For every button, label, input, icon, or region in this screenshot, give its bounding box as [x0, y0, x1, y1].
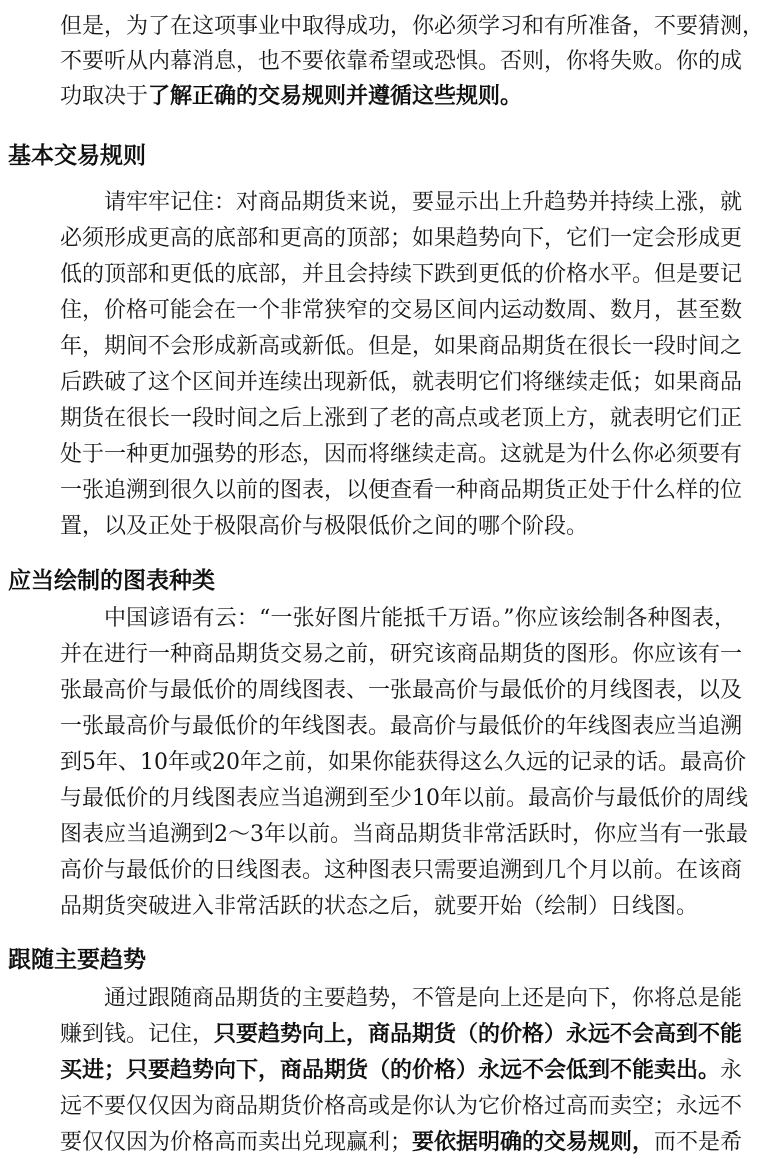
paragraph-line: 后跌破了这个区间并连续出现新低，就表明它们将继续走低；如果商品: [60, 370, 743, 395]
section-heading-basic-rules: 基本交易规则: [8, 143, 146, 169]
paragraph-line: 期货在很长一段时间之后上涨到了老的高点或老顶上方，就表明它们正: [60, 406, 743, 431]
paragraph-line: 一张追溯到很久以前的图表，以便查看一种商品期货正处于什么样的位: [60, 478, 743, 503]
paragraph-line: 通过跟随商品期货的主要趋势，不管是向上还是向下，你将总是能: [104, 986, 743, 1011]
paragraph-line: [60, 1018, 743, 1051]
paragraph-text: 要仅仅因为价格高而卖出兑现赢利；: [60, 1130, 413, 1155]
paragraph-text: 赚到钱。记住，: [60, 1022, 215, 1047]
intro-line-3-text: 功取决于: [60, 84, 149, 109]
paragraph-line: 品期货突破进入非常活跃的状态之后，就要开始（绘制）日线图。: [60, 894, 699, 919]
paragraph-line: 一张最高价与最低价的年线图表。最高价与最低价的年线图表应当追溯: [60, 714, 743, 739]
paragraph-line: 图表应当追溯到2～3年以前。当商品期货非常活跃时，你应当有一张最: [60, 822, 748, 847]
intro-line-2: 不要听从内幕消息，也不要依靠希望或恐惧。否则，你将失败。你的成: [60, 49, 743, 74]
paragraph-line: 年，期间不会形成新高或新低。但是，如果商品期货在很长一段时间之: [60, 334, 743, 359]
paragraph-line: 低的顶部和更低的底部，并且会持续下跌到更低的价格水平。但是要记: [60, 262, 743, 287]
paragraph-line: 张最高价与最低价的周线图表、一张最高价与最低价的月线图表，以及: [60, 678, 743, 703]
emphasis-text: 买进；只要趋势向下，商品期货（的价格）永远不会低到不能卖出。: [60, 1058, 721, 1083]
emphasis-text: 只要趋势向上，商品期货（的价格）永远不会高到不能: [214, 1022, 743, 1047]
section-heading-follow-trend: 跟随主要趋势: [8, 947, 146, 973]
paragraph-line: 住，价格可能会在一个非常狭窄的交易区间内运动数周、数月，甚至数: [60, 298, 743, 323]
intro-emphasis: 了解正确的交易规则并遵循这些规则。: [148, 84, 523, 109]
paragraph-text: 永: [720, 1058, 743, 1083]
paragraph-line: 请牢牢记住：对商品期货来说，要显示出上升趋势并持续上涨，就: [104, 190, 743, 215]
paragraph-line: [60, 1054, 743, 1087]
emphasis-text: 要依据明确的交易规则，: [412, 1130, 655, 1155]
paragraph-line: 置，以及正处于极限高价与极限低价之间的哪个阶段。: [60, 514, 589, 539]
paragraph-line: 并在进行一种商品期货交易之前，研究该商品期货的图形。你应该有一: [60, 642, 743, 667]
intro-line-3: [60, 80, 736, 113]
paragraph-line: 到5年、10年或20年之前，如果你能获得这么久远的记录的话。最高价: [60, 750, 746, 775]
paragraph-line: 中国谚语有云：“一张好图片能抵千万语。”你应该绘制各种图表，: [104, 606, 736, 631]
intro-line-1: 但是，为了在这项事业中取得成功，你必须学习和有所准备，不要猜测，: [60, 14, 764, 39]
paragraph-line: 远不要仅仅因为商品期货价格高或是你认为它价格过高而卖空；永远不: [60, 1094, 743, 1119]
section-heading-chart-types: 应当绘制的图表种类: [8, 568, 215, 594]
paragraph-line: 高价与最低价的日线图表。这种图表只需要追溯到几个月以前。在该商: [60, 858, 743, 883]
paragraph-line: 必须形成更高的底部和更高的顶部；如果趋势向下，它们一定会形成更: [60, 226, 743, 251]
paragraph-line: 处于一种更加强势的形态，因而将继续走高。这就是为什么你必须要有: [60, 442, 743, 467]
paragraph-text: 而不是希: [654, 1130, 743, 1155]
paragraph-line: [60, 1126, 743, 1159]
paragraph-line: 与最低价的月线图表应当追溯到至少10年以前。最高价与最低价的周线: [60, 786, 748, 811]
